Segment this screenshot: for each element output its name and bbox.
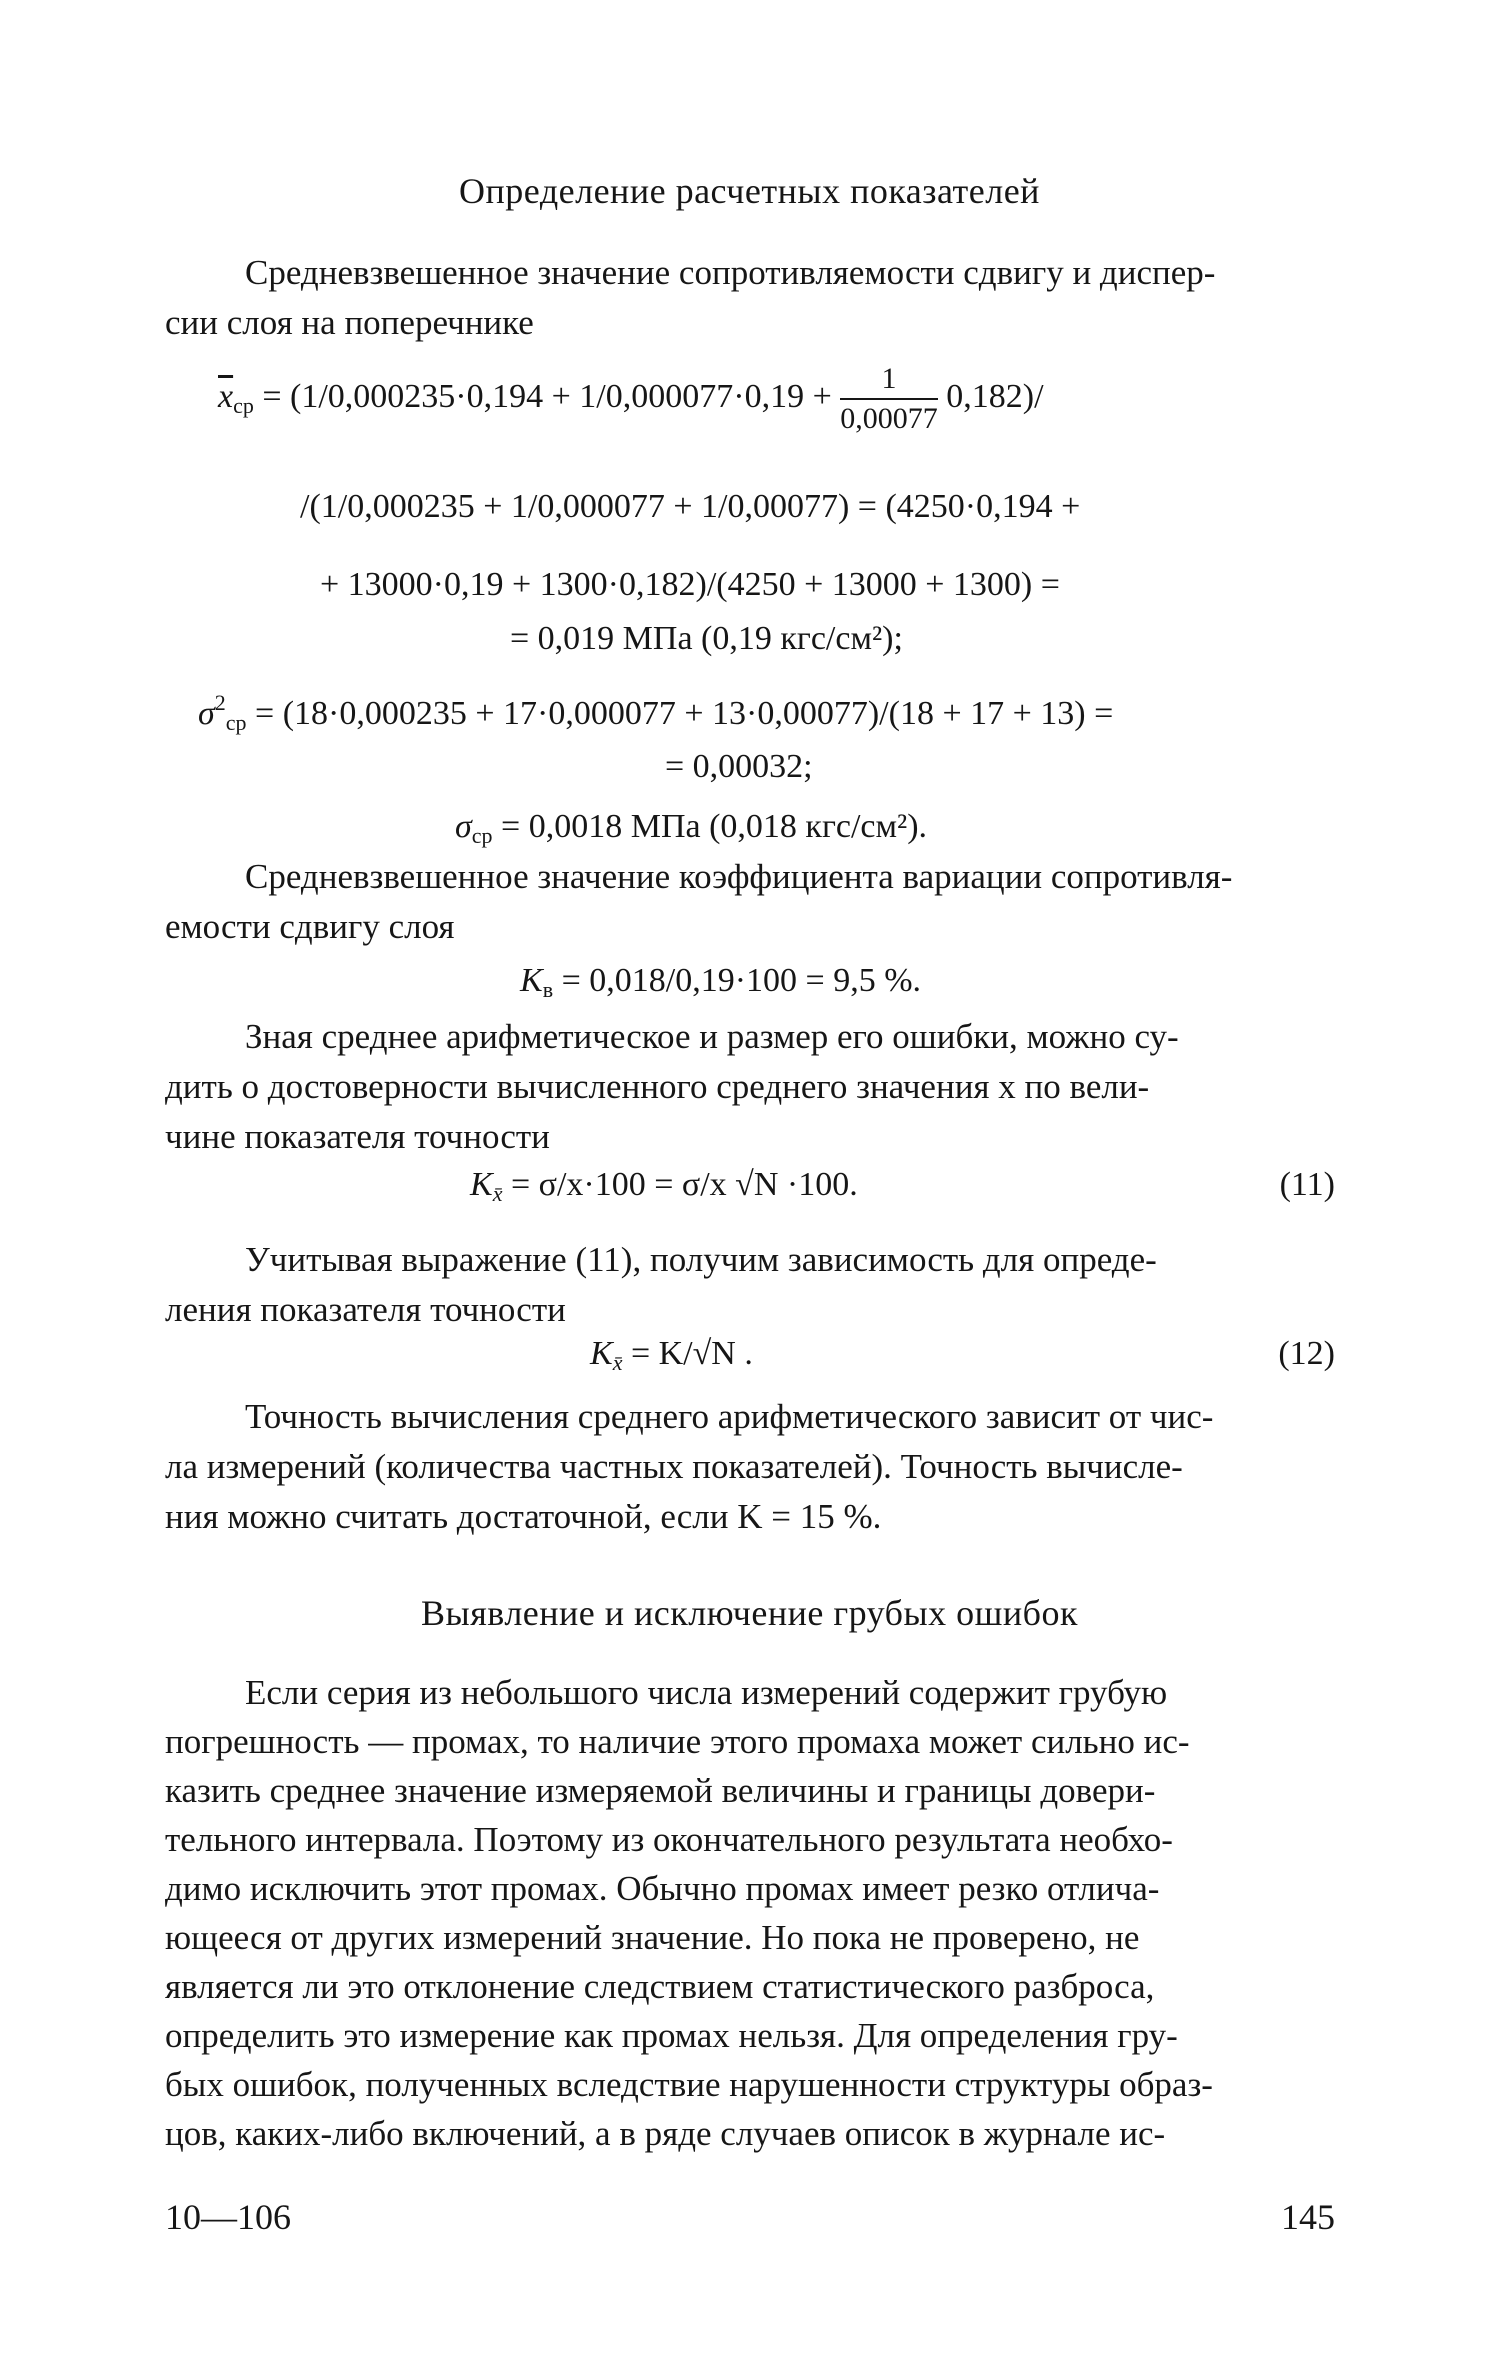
text-line: ния можно считать достаточной, если K = 15 %. (165, 1497, 882, 1536)
text-line: Если серия из небольшого числа измерений содержит грубую (245, 1673, 1168, 1712)
section-heading: Определение расчетных показателей (459, 171, 1040, 211)
equation-text: = σ/x·100 = σ/x √N ·100. (510, 1166, 858, 1203)
text-line: Зная среднее арифметическое и размер его ошибки, можно су- (245, 1017, 1179, 1056)
equation-symbol: K (590, 1335, 613, 1372)
text-line: является ли это отклонение следствием статистического разброса, (165, 1967, 1155, 2006)
text-line: дить о достоверности вычисленного среднего значения x по вели- (165, 1067, 1150, 1106)
text-line: погрешность — промах, то наличие этого промаха может сильно ис- (165, 1722, 1190, 1761)
paragraph-intro (165, 248, 1335, 348)
equation-text: = (18·0,000235 + 17·0,000077 + 13·0,00077)/(18 + 17 + 13) = (255, 695, 1114, 732)
equation-sd (455, 808, 927, 849)
equation-subscript: ср (471, 823, 493, 848)
text-line: цов, каких-либо включений, а в ряде случаев описок в журнале ис- (165, 2114, 1166, 2153)
section-heading: Выявление и исключение грубых ошибок (421, 1593, 1078, 1633)
equation-symbol: K (520, 962, 543, 999)
equation-text: = (1/0,000235·0,194 + 1/0,000077·0,19 + (262, 377, 832, 415)
equation-superscript: 2 (214, 690, 226, 715)
equation-12 (590, 1335, 753, 1376)
text-line: казить среднее значение измеряемой величины и границы довери- (165, 1771, 1156, 1810)
equation-number: (11) (1279, 1166, 1335, 1203)
fraction-denominator: 0,00077 (840, 402, 938, 435)
equation-number: (12) (1278, 1335, 1335, 1372)
equation-symbol: σ (198, 695, 215, 732)
text-line: ющееся от других измерений значение. Но пока не проверено, не (165, 1918, 1140, 1957)
paragraph-gross-errors (165, 1668, 1335, 2158)
equation-weighted-mean-line3: + 13000·0,19 + 1300·0,182)/(4250 + 13000 + 1300) = (320, 566, 1060, 603)
equation-subscript: ср (233, 392, 254, 418)
paragraph-dependence (165, 1235, 1335, 1335)
equation-subscript: в (542, 977, 554, 1002)
text-line: чине показателя точности (165, 1117, 550, 1156)
equation-text: = K/√N . (630, 1335, 753, 1372)
equation-11 (470, 1166, 858, 1207)
text-line: тельного интервала. Поэтому из окончательного результата необхо- (165, 1820, 1173, 1859)
text-line: определить это измерение как промах нельзя. Для определения гру- (165, 2016, 1178, 2055)
signature-mark: 10—106 (165, 2197, 291, 2237)
equation-weighted-mean-line2: /(1/0,000235 + 1/0,000077 + 1/0,00077) = (4250·0,194 + (300, 488, 1081, 525)
equation-subscript: ср (225, 710, 247, 735)
equation-text: = 0,0018 МПа (0,018 кгс/см²). (501, 808, 928, 845)
text-line: Средневзвешенное значение коэффициента вариации сопротивля- (245, 857, 1233, 896)
paragraph-sufficiency (165, 1392, 1335, 1542)
paragraph-accuracy (165, 1012, 1335, 1162)
page-number: 145 (1281, 2197, 1335, 2237)
equation-subscript: x̄ (492, 1181, 503, 1206)
equation-text: = 0,018/0,19·100 = 9,5 %. (561, 962, 922, 999)
text-line: Точность вычисления среднего арифметического зависит от чис- (245, 1397, 1214, 1436)
equation-subscript: x̄ (612, 1350, 623, 1375)
equation-symbol: σ (455, 808, 472, 845)
equation-fraction (840, 360, 938, 438)
equation-text: 0,182)/ (946, 377, 1044, 415)
equation-variance-result: = 0,00032; (665, 748, 813, 785)
equation-symbol: K (470, 1166, 493, 1203)
text-line: димо исключить этот промах. Обычно промах имеет резко отлича- (165, 1869, 1160, 1908)
text-line: Средневзвешенное значение сопротивляемости сдвигу и диспер- (245, 253, 1216, 292)
text-line: бых ошибок, полученных вследствие нарушенности структуры образ- (165, 2065, 1213, 2104)
equation-weighted-mean-result: = 0,019 МПа (0,19 кгс/см²); (510, 620, 903, 657)
equation-kv (520, 962, 921, 1003)
equation-symbol: $\overline{x}$ (218, 377, 234, 415)
fraction-numerator: 1 (840, 360, 938, 400)
equation-variance-line1 (198, 690, 1113, 736)
text-line: емости сдвигу слоя (165, 907, 455, 946)
text-line: ла измерений (количества частных показателей). Точность вычисле- (165, 1447, 1183, 1486)
text-line: ления показателя точности (165, 1290, 566, 1329)
paragraph-variation (165, 852, 1335, 952)
text-line: Учитывая выражение (11), получим зависимость для опреде- (245, 1240, 1157, 1279)
equation-weighted-mean-line1 (218, 360, 1044, 438)
text-line: сии слоя на поперечнике (165, 303, 534, 342)
